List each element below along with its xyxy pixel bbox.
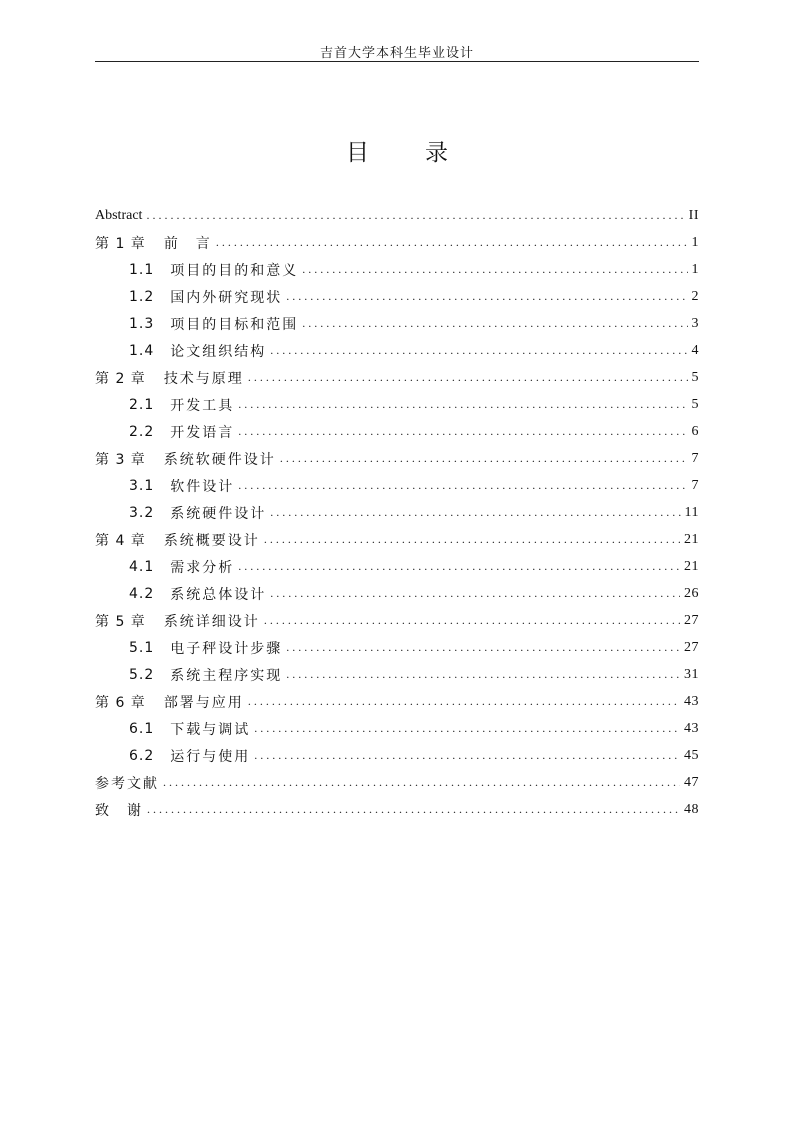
toc-entry-page: 7 — [691, 477, 699, 493]
toc-entry[interactable] — [95, 202, 699, 229]
toc-entry[interactable] — [95, 796, 699, 823]
toc-entry[interactable] — [95, 472, 699, 499]
toc-entry-label: 软件设计 — [170, 478, 235, 495]
toc-leader-dots — [264, 532, 680, 547]
toc-entry-page: 27 — [684, 639, 699, 655]
toc-leader-dots — [280, 451, 688, 466]
toc-entry-number: 1.2 — [129, 288, 155, 305]
toc-entry[interactable] — [95, 661, 699, 688]
toc-entry[interactable] — [95, 688, 699, 715]
toc-entry[interactable] — [95, 256, 699, 283]
toc-entry-label: 系统概要设计 — [163, 532, 260, 549]
toc-entry-number: 2.1 — [129, 396, 155, 413]
toc-entry[interactable] — [95, 769, 699, 796]
toc-leader-dots — [248, 370, 688, 385]
toc-entry-number: 1.3 — [129, 315, 155, 332]
toc-entry[interactable] — [95, 553, 699, 580]
toc-entry-number: 5.1 — [129, 639, 155, 656]
toc-entry[interactable] — [95, 526, 699, 553]
toc-entry-label: 部署与应用 — [163, 694, 244, 711]
toc-leader-dots — [302, 316, 687, 331]
toc-entry-page: 31 — [684, 666, 699, 682]
toc-entry[interactable] — [95, 391, 699, 418]
toc-entry[interactable] — [95, 634, 699, 661]
toc-entry-page: 5 — [691, 396, 699, 412]
toc-leader-dots — [238, 559, 680, 574]
toc-entry-number: 4.1 — [129, 558, 155, 575]
toc-entry-page: 45 — [684, 747, 699, 763]
toc-entry-page: 43 — [684, 720, 699, 736]
toc-entry[interactable] — [95, 445, 699, 472]
toc-leader-dots — [270, 343, 687, 358]
toc-entry-number: 5.2 — [129, 666, 155, 683]
toc-entry-number: 3.1 — [129, 477, 155, 494]
toc-entry-page: II — [688, 207, 699, 223]
toc-entry[interactable] — [95, 742, 699, 769]
toc-entry-label: 需求分析 — [170, 559, 235, 576]
table-of-contents — [95, 202, 699, 823]
toc-leader-dots — [238, 424, 687, 439]
toc-entry-label: 项目的目的和意义 — [170, 262, 299, 279]
toc-leader-dots — [248, 694, 680, 709]
toc-entry-number: 第 6 章 — [95, 694, 146, 711]
toc-entry-label: 参考文献 — [95, 775, 159, 792]
toc-entry-page: 5 — [691, 369, 699, 385]
toc-entry-page: 21 — [684, 531, 699, 547]
toc-entry[interactable] — [95, 283, 699, 310]
toc-entry-label: 运行与使用 — [170, 748, 251, 765]
toc-leader-dots — [286, 640, 680, 655]
toc-entry[interactable] — [95, 499, 699, 526]
toc-entry[interactable] — [95, 310, 699, 337]
toc-entry-number: 4.2 — [129, 585, 155, 602]
toc-entry-label: 系统软硬件设计 — [163, 451, 276, 468]
toc-entry-number: 第 5 章 — [95, 613, 146, 630]
toc-title-char-1: 目 — [346, 140, 369, 166]
toc-entry-label: 电子秤设计步骤 — [170, 640, 283, 657]
toc-leader-dots — [270, 586, 680, 601]
toc-entry-page: 43 — [684, 693, 699, 709]
toc-entry-label: 国内外研究现状 — [170, 289, 283, 306]
header-rule — [95, 61, 699, 62]
toc-entry-page: 1 — [691, 261, 699, 277]
toc-entry-label: 开发工具 — [170, 397, 235, 414]
toc-entry-label: Abstract — [95, 207, 143, 223]
toc-entry-number: 1.1 — [129, 261, 155, 278]
toc-entry-page: 1 — [691, 234, 699, 250]
toc-entry-page: 26 — [684, 585, 699, 601]
toc-entry-label: 系统总体设计 — [170, 586, 267, 603]
toc-leader-dots — [286, 289, 687, 304]
toc-entry-page: 2 — [691, 288, 699, 304]
toc-entry-page: 47 — [684, 774, 699, 790]
toc-title-char-2: 录 — [425, 140, 448, 166]
toc-leader-dots — [302, 262, 687, 277]
toc-entry[interactable] — [95, 580, 699, 607]
toc-entry-number: 第 3 章 — [95, 451, 146, 468]
toc-entry-number: 第 2 章 — [95, 370, 146, 387]
toc-leader-dots — [286, 667, 680, 682]
toc-entry-page: 21 — [684, 558, 699, 574]
toc-leader-dots — [216, 235, 688, 250]
toc-entry-label: 系统详细设计 — [163, 613, 260, 630]
toc-leader-dots — [270, 505, 680, 520]
toc-leader-dots — [264, 613, 680, 628]
toc-entry-number: 1.4 — [129, 342, 155, 359]
toc-leader-dots — [238, 478, 687, 493]
toc-entry-page: 7 — [691, 450, 699, 466]
toc-entry[interactable] — [95, 337, 699, 364]
toc-entry-page: 27 — [684, 612, 699, 628]
page-header: 吉首大学本科生毕业设计 — [319, 46, 474, 61]
toc-entry-label: 项目的目标和范围 — [170, 316, 299, 333]
toc-entry-page: 48 — [684, 801, 699, 817]
toc-entry-page: 3 — [691, 315, 699, 331]
toc-entry-label: 技术与原理 — [163, 370, 244, 387]
toc-entry[interactable] — [95, 715, 699, 742]
toc-leader-dots — [163, 775, 680, 790]
toc-entry[interactable] — [95, 364, 699, 391]
toc-entry-label: 开发语言 — [170, 424, 235, 441]
toc-entry-label: 前 言 — [163, 235, 212, 252]
toc-entry-number: 第 4 章 — [95, 532, 146, 549]
toc-entry-number: 2.2 — [129, 423, 155, 440]
toc-entry-number: 3.2 — [129, 504, 155, 521]
toc-entry-label: 致 谢 — [95, 802, 143, 819]
toc-entry-number: 第 1 章 — [95, 235, 146, 252]
toc-title — [95, 134, 699, 167]
toc-entry-number: 6.2 — [129, 747, 155, 764]
toc-leader-dots — [238, 397, 687, 412]
toc-entry-page: 4 — [691, 342, 699, 358]
toc-entry[interactable] — [95, 418, 699, 445]
toc-leader-dots — [147, 802, 680, 817]
toc-entry[interactable] — [95, 229, 699, 256]
toc-entry[interactable] — [95, 607, 699, 634]
toc-leader-dots — [254, 748, 680, 763]
toc-entry-label: 系统主程序实现 — [170, 667, 283, 684]
toc-entry-label: 系统硬件设计 — [170, 505, 267, 522]
toc-leader-dots — [146, 208, 684, 223]
toc-entry-label: 下载与调试 — [170, 721, 251, 738]
toc-entry-page: 6 — [691, 423, 699, 439]
toc-entry-page: 11 — [684, 504, 699, 520]
toc-entry-number: 6.1 — [129, 720, 155, 737]
toc-entry-label: 论文组织结构 — [170, 343, 267, 360]
toc-leader-dots — [254, 721, 680, 736]
